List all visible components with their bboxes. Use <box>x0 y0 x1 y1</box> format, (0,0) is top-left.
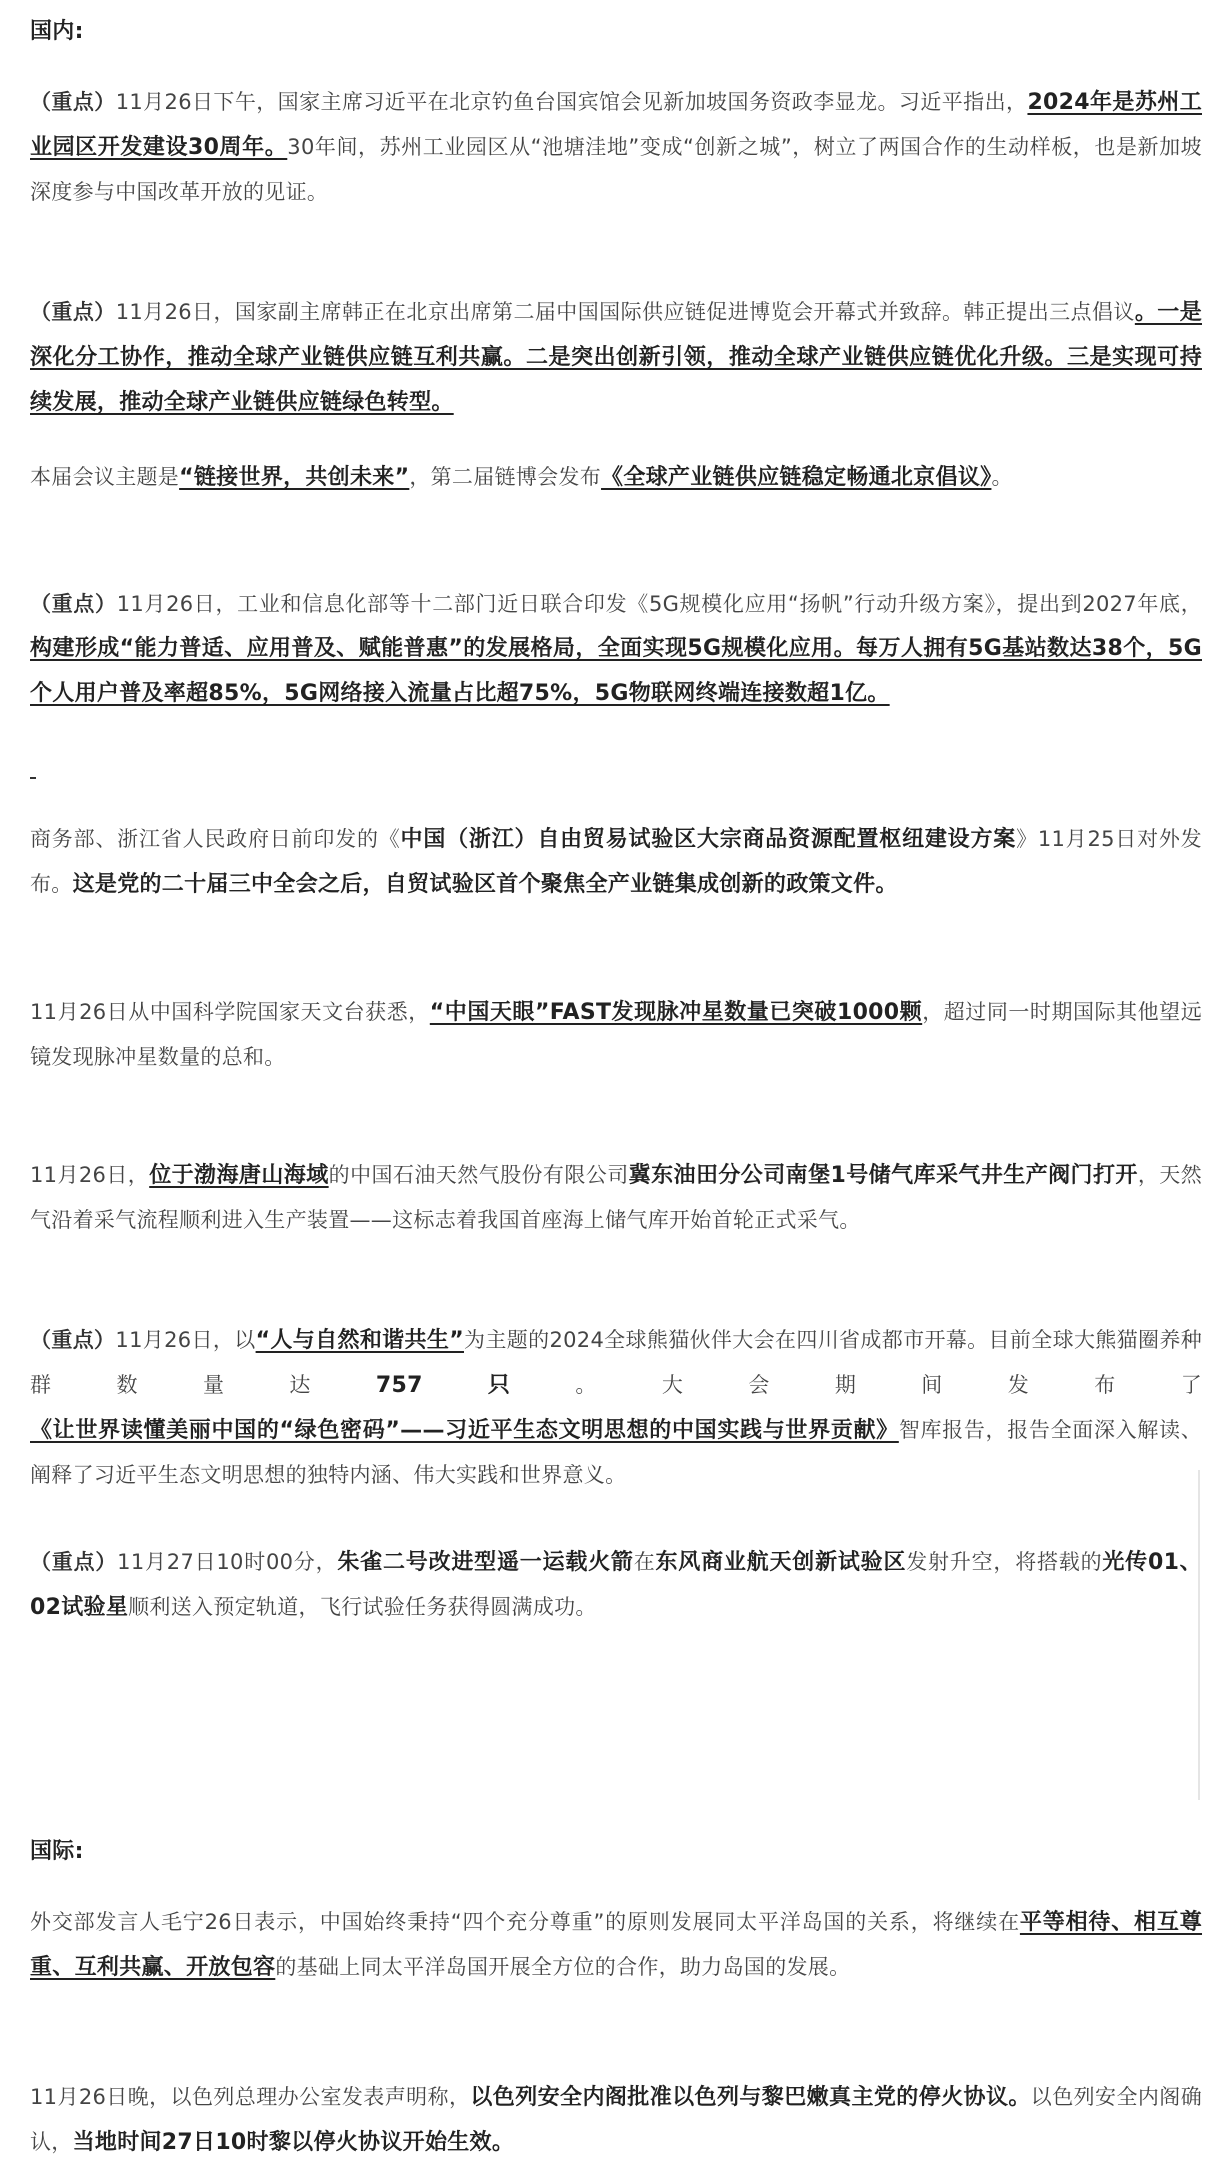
news-text: 30年间，苏州工业园区从“池塘洼地”变成“创新之城”，树立了两国合作的生动样板，也是新加坡深度参与中国改革开放的见证。 <box>30 135 1202 204</box>
news-item-9 <box>30 1540 1202 1630</box>
news-item-10 <box>30 1900 1202 1990</box>
news-text: 11月26日从中国科学院国家天文台获悉， <box>30 1000 430 1024</box>
news-item-2 <box>30 290 1202 425</box>
news-text: 发射升空，将搭载的 <box>906 1550 1103 1574</box>
news-highlight: “人与自然和谐共生” <box>255 1328 464 1353</box>
news-item-4 <box>30 582 1202 716</box>
news-bold: 757只 <box>375 1373 576 1398</box>
news-text: 的基础上同太平洋岛国开展全方位的合作，助力岛国的发展。 <box>275 1955 851 1979</box>
news-item-3 <box>30 455 1202 500</box>
news-text: 以色列安全内阁确认， <box>30 2085 1202 2154</box>
news-bold: 当地时间27日10时黎以停火协议开始生效。 <box>72 2130 515 2155</box>
news-bold: 这是党的二十届三中全会之后，自贸试验区首个聚焦全产业链集成创新的政策文件。 <box>72 872 898 897</box>
key-point-tag: （重点） <box>30 90 116 114</box>
key-point-tag: （重点） <box>30 1550 118 1574</box>
news-text: 商务部、浙江省人民政府日前印发的《 <box>30 827 401 851</box>
news-text: 智库报告，报告全面深入解读、阐释了习近平生态文明思想的独特内涵、伟大实践和世界意义。 <box>30 1418 1202 1487</box>
news-highlight: 2024年是苏州工业园区开发建设30周年。 <box>30 90 1202 160</box>
news-text: 11月26日下午，国家主席习近平在北京钓鱼台国宾馆会见新加坡国务资政李显龙。习近平指出， <box>115 90 1028 114</box>
news-highlight: 构建形成“能力普适、应用普及、赋能普惠”的发展格局，全面实现5G规模化应用。每万人拥有5G基站数达38个，5G个人用户普及率超85%，5G网络接入流量占比超75%，5G物联网终端连接数超1亿。 <box>30 636 1202 706</box>
news-text: ，天然气沿着采气流程顺利进入生产装置——这标志着我国首座海上储气库开始首轮正式采气。 <box>30 1163 1203 1232</box>
news-item-1 <box>30 80 1202 214</box>
news-text: 11月27日10时00分， <box>117 1550 338 1574</box>
news-text: 。大会期间发布了 <box>575 1373 1203 1397</box>
news-highlight: 位于渤海唐山海域 <box>149 1163 329 1188</box>
news-highlight: 平等相待、相互尊重、互利共赢、开放包容 <box>30 1910 1203 1980</box>
news-text: 本届会议主题是 <box>30 465 180 489</box>
news-highlight: 。一是深化分工协作，推动全球产业链供应链互利共赢。二是突出创新引领，推动全球产业链供应链优化升级。三是实现可持续发展，推动全球产业链供应链绿色转型。 <box>30 300 1202 415</box>
international-heading: 国际: <box>30 1839 84 1864</box>
news-text: 11月26日，以 <box>115 1328 256 1352</box>
news-text: 11月26日晚，以色列总理办公室发表声明称， <box>30 2085 471 2109</box>
news-bold: 光传01、02试验星 <box>30 1550 1202 1620</box>
news-text: 在 <box>633 1550 656 1574</box>
dash-mark <box>30 777 36 779</box>
news-text: 。 <box>991 465 1013 489</box>
news-text: 》11月25日对外发布。 <box>30 827 1202 896</box>
news-item-7 <box>30 1153 1202 1242</box>
news-text: 顺利送入预定轨道，飞行试验任务获得圆满成功。 <box>128 1595 597 1619</box>
news-text: ，第二届链博会发布 <box>409 465 602 489</box>
news-highlight: “中国天眼”FAST发现脉冲星数量已突破1000颗 <box>429 1000 923 1025</box>
news-bold: 朱雀二号改进型遥一运载火箭 <box>337 1550 634 1575</box>
news-text: 为主题的2024全球熊猫伙伴大会在四川省成都市开幕。目前全球大熊猫圈养种群数量达 <box>30 1328 1203 1397</box>
news-highlight: 《全球产业链供应链稳定畅通北京倡议》 <box>601 465 992 490</box>
key-point-tag: （重点） <box>30 1328 116 1352</box>
news-bold: 中国（浙江）自由贸易试验区大宗商品资源配置枢纽建设方案 <box>400 827 1017 852</box>
news-item-5 <box>30 817 1202 907</box>
news-bold: 冀东油田分公司南堡1号储气库采气井生产阀门打开 <box>628 1163 1138 1188</box>
domestic-heading: 国内: <box>30 19 84 44</box>
news-text: 外交部发言人毛宁26日表示，中国始终秉持“四个充分尊重”的原则发展同太平洋岛国的关系，将继续在 <box>30 1910 1020 1934</box>
divider <box>1198 1470 1200 1800</box>
news-item-8 <box>30 1318 1202 1497</box>
news-text: 11月26日， <box>30 1163 150 1187</box>
key-point-tag: （重点） <box>30 300 116 324</box>
key-point-tag: （重点） <box>30 592 117 616</box>
news-text: 11月26日，国家副主席韩正在北京出席第二届中国国际供应链促进博览会开幕式并致辞。韩正提出三点倡议 <box>115 300 1135 324</box>
news-bold: 以色列安全内阁批准以色列与黎巴嫩真主党的停火协议。 <box>470 2085 1031 2110</box>
news-text: 11月26日，工业和信息化部等十二部门近日联合印发《5G规模化应用“扬帆”行动升级方案》，提出到2027年底， <box>116 592 1202 616</box>
news-highlight: 《让世界读懂美丽中国的“绿色密码”——习近平生态文明思想的中国实践与世界贡献》 <box>30 1418 899 1443</box>
news-text: 的中国石油天然气股份有限公司 <box>328 1163 629 1187</box>
news-bold: 东风商业航天创新试验区 <box>655 1550 907 1575</box>
news-highlight: “链接世界，共创未来” <box>179 465 410 490</box>
news-text: ，超过同一时期国际其他望远镜发现脉冲星数量的总和。 <box>30 1000 1202 1069</box>
news-item-11 <box>30 2075 1202 2165</box>
news-item-6 <box>30 990 1202 1079</box>
